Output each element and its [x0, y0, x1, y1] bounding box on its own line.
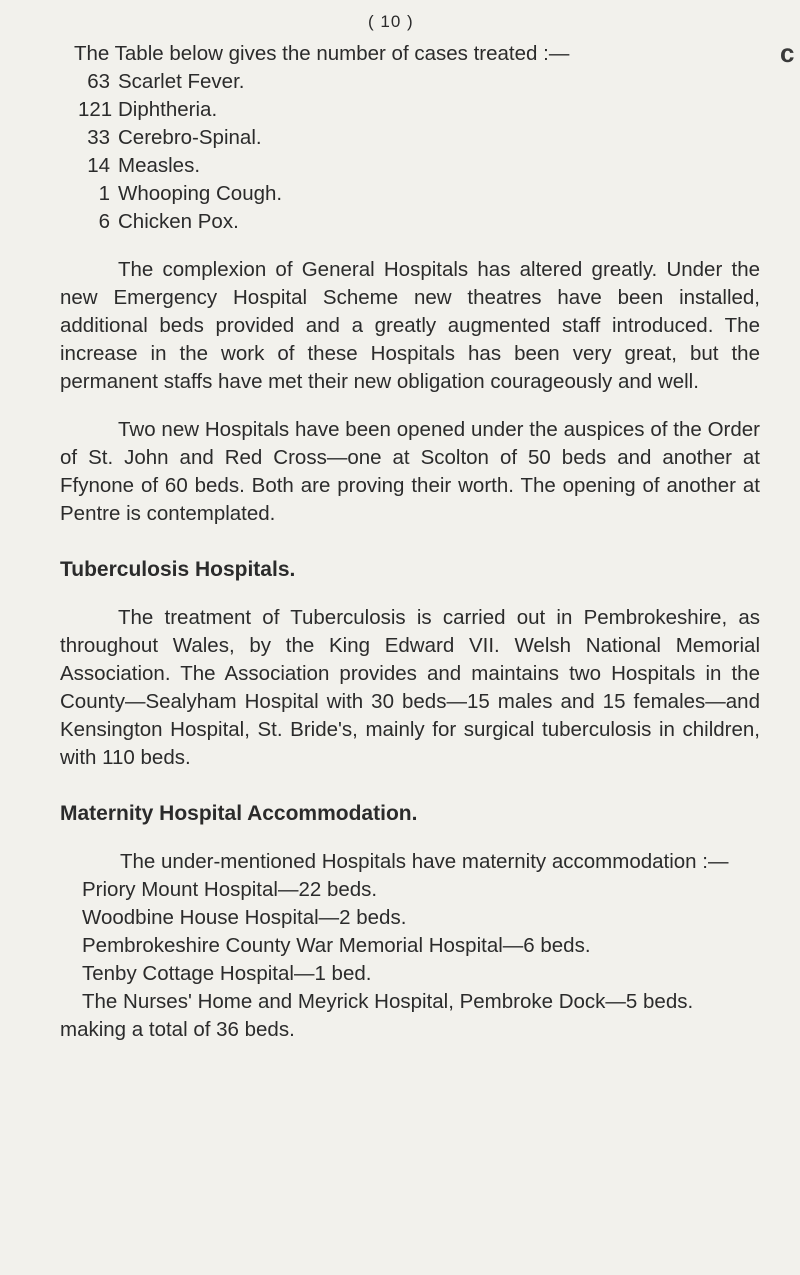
case-count: 6 — [98, 210, 110, 233]
general-hospitals-paragraph: The complexion of General Hospitals has altered greatly. Under the new Emergency Hospital Scheme new theatres have been installed, additional beds provided and a greatly augmented staff introduced. The increase in the work of these Hospitals has been very great, but the permanent staffs have met their new obligation courageously and well. — [60, 258, 760, 393]
case-disease: Cerebro-Spinal. — [118, 126, 262, 149]
tuberculosis-paragraph: The treatment of Tuberculosis is carried out in Pembrokeshire, as throughout Wales, by the King Edward VII. Welsh National Memorial Association. The Association provides and maintains two Hospitals in the County—Sealyham Hospital with 30 beds—15 males and 15 females—and Kensington Hospital, St. Bride's, mainly for surgical tuberculosis in children, with 110 beds. — [60, 606, 760, 769]
case-count: 63 — [87, 70, 110, 93]
maternity-hospital-list — [60, 876, 760, 1016]
maternity-intro: The under-mentioned Hospitals have maternity accommodation :— — [120, 850, 729, 873]
case-count: 121 — [78, 98, 113, 121]
maternity-total: making a total of 36 beds. — [60, 1018, 295, 1041]
tuberculosis-heading: Tuberculosis Hospitals. — [60, 558, 296, 581]
case-disease: Diphtheria. — [118, 98, 218, 121]
case-item — [78, 68, 760, 96]
cases-list — [60, 68, 760, 236]
maternity-hospital-item: Priory Mount Hospital—22 beds. — [82, 878, 378, 901]
maternity-hospital-item: Woodbine House Hospital—2 beds. — [82, 906, 407, 929]
case-item — [78, 180, 760, 208]
page-content — [60, 40, 760, 1044]
case-item — [78, 208, 760, 236]
case-disease: Whooping Cough. — [118, 182, 283, 205]
corner-mark: c — [780, 38, 795, 68]
maternity-hospital-item: Tenby Cottage Hospital—1 bed. — [82, 962, 372, 985]
case-item — [78, 96, 760, 124]
case-count: 1 — [98, 182, 110, 205]
case-disease: Chicken Pox. — [118, 210, 239, 233]
maternity-hospital-item: The Nurses' Home and Meyrick Hospital, Pembroke Dock—5 beds. — [82, 990, 694, 1013]
page-number: ( 10 ) — [368, 12, 414, 31]
case-count: 33 — [87, 126, 110, 149]
new-hospitals-paragraph: Two new Hospitals have been opened under the auspices of the Order of St. John and Red Cross—one at Scolton of 50 beds and another at Ffynone of 60 beds. Both are proving their worth. The opening of another at Pentre is contemplated. — [60, 418, 760, 525]
case-item — [78, 152, 760, 180]
maternity-heading: Maternity Hospital Accommodation. — [60, 802, 418, 825]
maternity-hospital-item: Pembrokeshire County War Memorial Hospital—6 beds. — [82, 934, 591, 957]
case-count: 14 — [87, 154, 110, 177]
cases-intro: The Table below gives the number of cases treated :— — [74, 42, 570, 65]
case-item — [78, 124, 760, 152]
case-disease: Measles. — [118, 154, 201, 177]
case-disease: Scarlet Fever. — [118, 70, 245, 93]
